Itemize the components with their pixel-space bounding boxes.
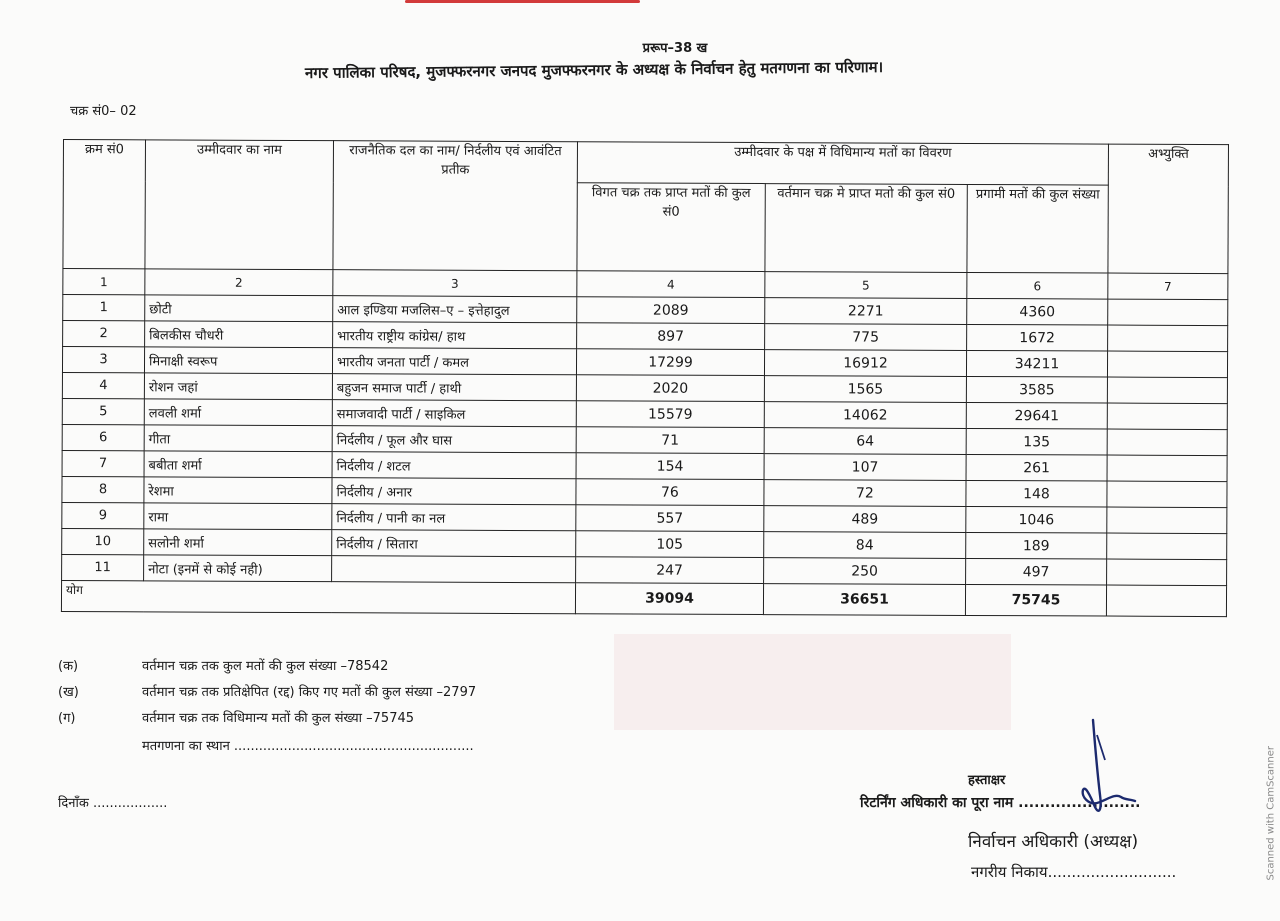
current-votes-cell: 1565 [764,376,966,403]
signature-label: हस्ताक्षर [968,773,1006,788]
remarks-cell [1107,481,1227,508]
header-party: राजनैतिक दल का नाम/ निर्दलीय एवं आवंटित प्रतीक [333,141,578,271]
counting-place: मतगणना का स्थान .......................................................... [142,739,474,754]
party-symbol-cell: भारतीय राष्ट्रीय कांग्रेस/ हाथ [333,322,577,349]
cumulative-votes-cell: 148 [966,480,1107,507]
header-serial: क्रम सं0 [63,140,146,269]
remarks-cell [1107,351,1227,378]
document-heading: नगर पालिका परिषद, मुजफ्फरनगर जनपद मुजफ्फरनगर के अध्यक्ष के निर्वाचन हेतु मतगणना का परिणाम। [304,57,884,82]
note-text: वर्तमान चक्र तक विधिमान्य मतों की कुल संख्या –75745 [142,711,415,726]
current-votes-cell: 2271 [765,298,967,325]
party-symbol-cell: समाजवादी पार्टी / साइकिल [332,400,576,427]
previous-votes-cell: 2020 [576,375,764,402]
header-votes-group: उम्मीदवार के पक्ष में विधिमान्य मतों का विवरण [577,142,1108,185]
cumulative-votes-cell: 34211 [966,350,1107,377]
handwritten-signature [1075,715,1145,825]
cumulative-votes-cell: 261 [966,454,1107,481]
total-previous: 39094 [575,583,763,615]
candidate-name-cell: बिलकीस चौधरी [145,321,333,348]
serial-cell: 2 [63,321,145,347]
current-votes-cell: 775 [765,324,967,351]
candidate-name-cell: गीता [144,425,332,452]
serial-cell: 6 [62,424,144,450]
serial-cell: 9 [62,502,144,528]
candidate-name-cell: छोटी [145,295,333,322]
scanner-watermark [1256,730,1280,895]
cumulative-votes-cell: 1046 [966,506,1107,533]
blank-patch [614,634,1011,730]
remarks-cell [1107,429,1227,456]
remarks-cell [1108,299,1228,326]
note-text: वर्तमान चक्र तक प्रतिक्षेपित (रद्द) किए गए मतों की कुल संख्या –2797 [142,685,477,700]
current-votes-cell: 107 [764,454,966,481]
previous-votes-cell: 71 [576,427,764,454]
current-votes-cell: 14062 [764,402,966,429]
remarks-cell [1107,377,1227,404]
candidate-name-cell: रोशन जहां [144,373,332,400]
remarks-cell [1107,403,1227,430]
serial-cell: 3 [62,347,144,373]
serial-cell: 7 [62,450,144,476]
current-votes-cell: 72 [764,480,966,507]
column-number: 3 [333,270,577,297]
serial-cell: 10 [62,528,144,554]
party-symbol-cell: भारतीय जनता पार्टी / कमल [332,348,576,375]
previous-votes-cell: 154 [576,453,764,480]
candidate-name-cell: रेशमा [144,477,332,504]
form-number: प्ररूप–38 ख [642,41,708,56]
cumulative-votes-cell: 1672 [967,324,1108,351]
candidate-name-cell: मिनाक्षी स्वरूप [144,347,332,374]
current-votes-cell: 489 [764,506,966,533]
serial-cell: 5 [62,398,144,424]
remarks-cell [1107,455,1227,482]
date-field: दिनाँक .................. [58,796,168,811]
total-remarks [1106,585,1226,617]
officer-stamp-line-1: निर्वाचन अधिकारी (अध्यक्ष) [968,832,1139,852]
total-label: योग [61,580,575,613]
note-a [58,656,388,674]
party-symbol-cell: निर्दलीय / अनार [332,478,576,505]
officer-stamp-line-2: नगरीय निकाय........................... [971,863,1177,881]
note-key: (क) [58,659,79,674]
candidate-name-cell: सलोनी शर्मा [144,529,332,556]
header-cumulative: प्रगामी मतों की कुल संख्या [967,184,1108,273]
previous-votes-cell: 897 [577,323,765,350]
cumulative-votes-cell: 3585 [966,376,1107,403]
note-c [58,708,414,726]
previous-votes-cell: 17299 [576,349,764,376]
round-number: चक्र सं0– 02 [70,104,137,119]
current-votes-cell: 64 [764,428,966,455]
scanner-watermark-text: Scanned with CamScanner [1265,746,1277,881]
header-current: वर्तमान चक्र मे प्राप्त मतो की कुल सं0 [765,184,967,273]
results-table [61,139,1229,617]
serial-cell: 4 [62,372,144,398]
party-symbol-cell: बहुजन समाज पार्टी / हाथी [332,374,576,401]
previous-votes-cell: 76 [576,479,764,506]
total-current: 36651 [763,584,965,616]
previous-votes-cell: 15579 [576,401,764,428]
header-candidate: उम्मीदवार का नाम [145,140,334,270]
party-symbol-cell: निर्दलीय / शटल [332,452,576,479]
column-number: 4 [577,271,765,298]
note-key: (ख) [58,685,79,700]
top-red-bar [405,0,640,3]
total-row [61,580,1226,616]
header-previous: विगत चक्र तक प्राप्त मतों की कुल सं0 [577,183,765,272]
column-number: 1 [63,269,145,295]
remarks-cell [1107,559,1227,586]
cumulative-votes-cell: 4360 [967,298,1108,325]
candidate-name-cell: रामा [144,503,332,530]
header-row-1 [63,140,1228,186]
note-key: (ग) [58,711,76,726]
total-cumulative: 75745 [965,584,1106,616]
column-number: 5 [765,272,967,299]
previous-votes-cell: 2089 [577,297,765,324]
column-number: 2 [145,269,333,296]
serial-cell: 11 [62,554,144,580]
candidate-name-cell: लवली शर्मा [144,399,332,426]
candidate-name-cell: बबीता शर्मा [144,451,332,478]
remarks-cell [1108,325,1228,352]
previous-votes-cell: 247 [576,557,764,584]
cumulative-votes-cell: 497 [966,558,1107,585]
note-b [58,682,476,700]
party-symbol-cell: निर्दलीय / फूल और घास [332,426,576,453]
cumulative-votes-cell: 135 [966,428,1107,455]
cumulative-votes-cell: 29641 [966,402,1107,429]
current-votes-cell: 84 [764,532,966,559]
cumulative-votes-cell: 189 [966,532,1107,559]
note-text: वर्तमान चक्र तक कुल मतों की कुल संख्या –78542 [142,659,389,674]
header-remarks: अभ्युक्ति [1108,144,1229,274]
current-votes-cell: 250 [764,558,966,585]
party-symbol-cell: निर्दलीय / सितारा [332,530,576,557]
remarks-cell [1107,533,1227,560]
previous-votes-cell: 105 [576,531,764,558]
previous-votes-cell: 557 [576,505,764,532]
current-votes-cell: 16912 [764,350,966,377]
remarks-cell [1107,507,1227,534]
party-symbol-cell: निर्दलीय / पानी का नल [332,504,576,531]
party-symbol-cell [332,556,576,583]
returning-officer-name: रिटर्निंग अधिकारी का पूरा नाम ....................... [860,795,1141,811]
candidate-name-cell: नोटा (इनमें से कोई नही) [144,555,332,582]
serial-cell: 8 [62,476,144,502]
column-number: 6 [967,272,1108,299]
party-symbol-cell: आल इण्डिया मजलिस–ए – इत्तेहादुल [333,296,577,323]
column-number: 7 [1108,273,1228,300]
serial-cell: 1 [63,295,145,321]
